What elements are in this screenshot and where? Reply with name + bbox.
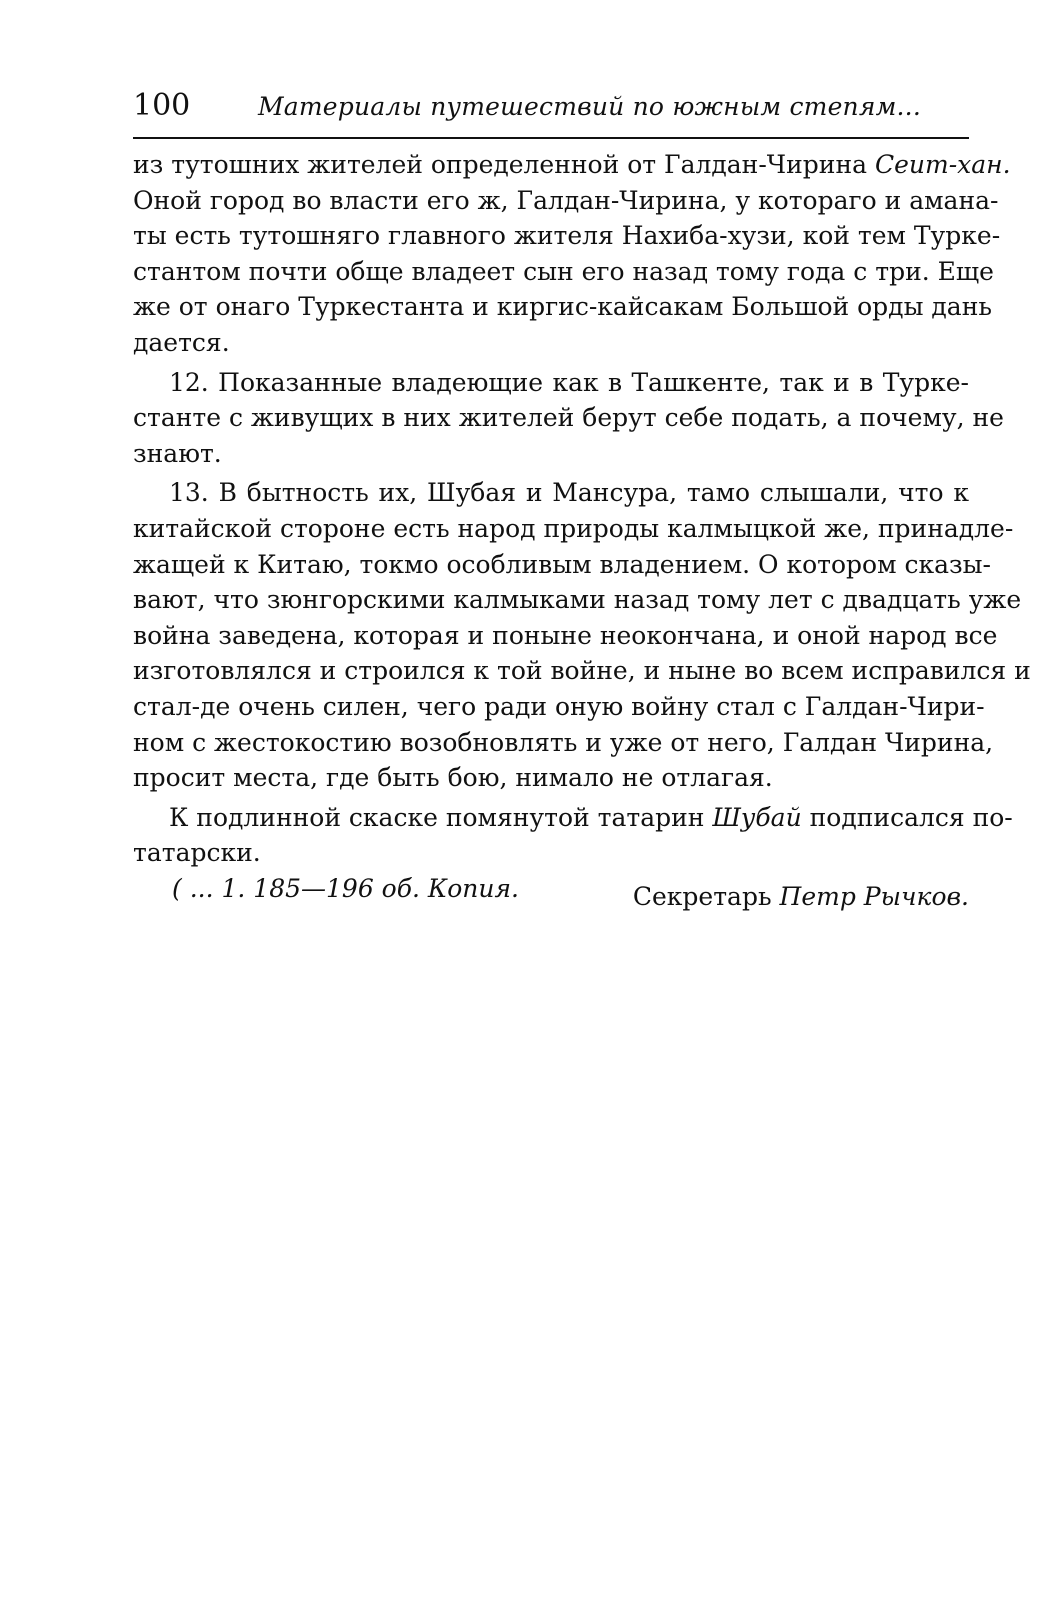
- text-line: [133, 147, 1011, 183]
- text-line: же от онаго Туркестанта и киргис-кайсакам Большой орды дань: [133, 292, 992, 322]
- text-line: китайской стороне есть народ природы калмыцкой же, принадле-: [133, 513, 1014, 543]
- text-line: ном с жестокостию возобновлять и уже от него, Галдан Чирина,: [133, 727, 994, 757]
- text-line-start: из тутошних жителей определенной от Галдан-Чирина: [133, 150, 868, 179]
- paragraph-12-line: 12. Показанные владеющие как в Ташкенте, так и в Турке-: [169, 367, 969, 397]
- text-line: стантом почти обще владеет сын его назад тому года с три. Еще: [133, 256, 994, 286]
- body-text: [133, 147, 1031, 914]
- text-line: ты есть тутошняго главного жителя Нахиба-хузи, кой тем Турке-: [133, 221, 1001, 251]
- text-line: Оной город во власти его ж, Галдан-Чирина, у котораго и амана-: [133, 185, 999, 215]
- text-line: дается.: [133, 327, 230, 357]
- page-number: 100: [133, 88, 191, 123]
- paragraph-13-line: 13. В бытность их, Шубая и Мансура, тамо слышали, что к: [169, 478, 969, 508]
- text-line: стал-де очень силен, чего ради оную войну стал с Галдан-Чири-: [133, 691, 985, 721]
- running-title: Материалы путешествий по южным степям...: [258, 92, 921, 121]
- text-line: жащей к Китаю, токмо особливым владением. О котором сказы-: [133, 549, 992, 579]
- text-line: станте с живущих в них жителей берут себе подать, а почему, не: [133, 403, 1004, 433]
- text-line: татарски.: [133, 838, 261, 868]
- text-line: знают.: [133, 438, 222, 468]
- text-line: война заведена, которая и поныне неокончана, и оной народ все: [133, 620, 998, 650]
- archival-source-note: ( ... 1. 185—196 об. Копия.: [172, 874, 519, 903]
- italic-name-shubai: Шубай: [712, 802, 802, 832]
- signature-title: Секретарь: [632, 881, 772, 911]
- signature-text-end: подписался по-: [809, 802, 1013, 832]
- text-line: изготовлялся и строился к той войне, и ныне во всем исправился и: [133, 656, 1031, 686]
- header-rule: [133, 137, 969, 139]
- signature-paragraph-line: [133, 800, 1013, 836]
- page-header: [133, 86, 968, 156]
- text-line: вают, что зюнгорскими калмыками назад тому лет с двадцать уже: [133, 585, 1022, 615]
- text-line: просит места, где быть бою, нималo не отлагая.: [133, 763, 773, 793]
- signature-text-start: К подлинной скаске помянутой татарин: [169, 802, 705, 832]
- signature-name: Петр Рычков.: [779, 881, 969, 911]
- italic-name-seit-khan: Сеит-хан.: [874, 150, 1011, 179]
